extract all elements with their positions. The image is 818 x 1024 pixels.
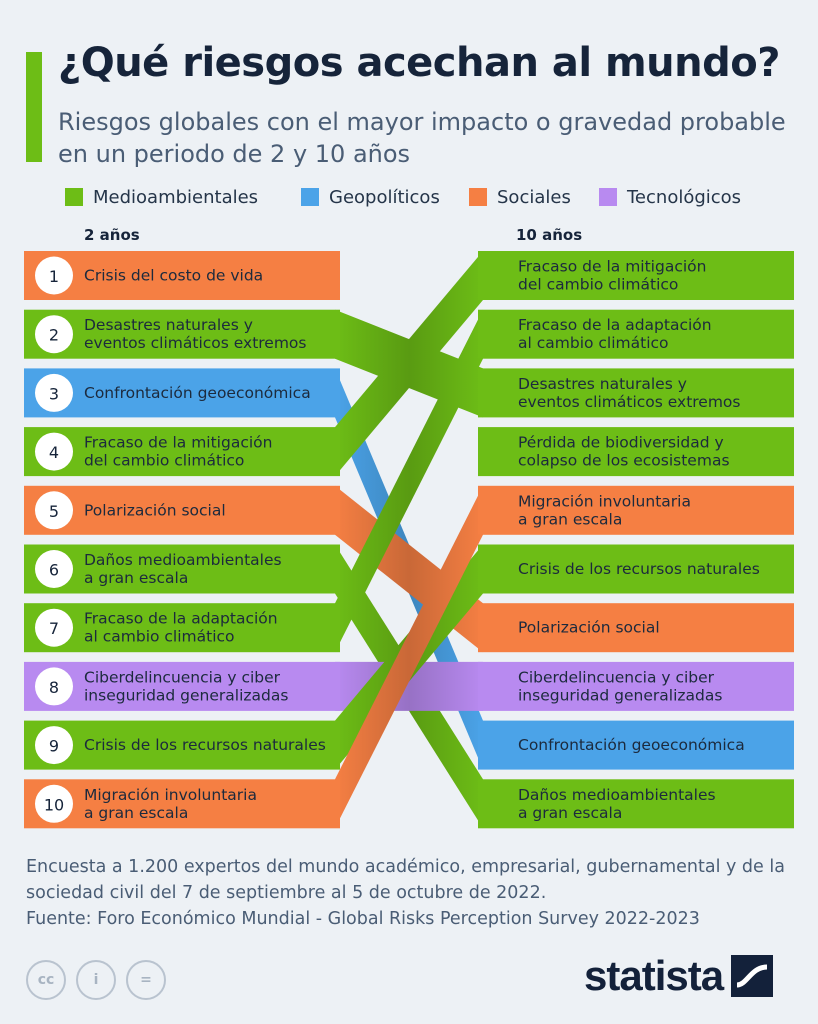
label-10y-adaptacion-line-2: al cambio climático: [518, 334, 669, 353]
label-2y-migracion-line-1: Migración involuntaria: [84, 785, 257, 804]
rank-number-2y-desastres: 2: [48, 325, 60, 345]
legend-label-geo: Geopolíticos: [329, 186, 440, 208]
label-10y-migracion-line-1: Migración involuntaria: [518, 492, 691, 511]
label-10y-ciber-line-2: inseguridad generalizadas: [518, 686, 723, 705]
label-2y-danos-line-2: a gran escala: [84, 569, 189, 587]
label-10y-mitigacion-line-1: Fracaso de la mitigación: [518, 257, 707, 276]
label-2y-recursos-line-1: Crisis de los recursos naturales: [84, 736, 326, 755]
label-2y-geoeco-line-1: Confrontación geoeconómica: [84, 383, 311, 402]
label-10y-danos-line-1: Daños medioambientales: [518, 785, 716, 804]
label-10y-geoeco-line-1: Confrontación geoeconómica: [518, 736, 745, 755]
label-2y-desastres-line-1: Desastres naturales y: [84, 316, 253, 335]
rank-number-2y-migracion: 10: [43, 795, 65, 815]
legend-label-soc: Sociales: [497, 186, 571, 208]
label-2y-polarizacion-line-1: Polarización social: [84, 501, 226, 520]
label-10y-biodiversidad-line-2: colapso de los ecosistemas: [518, 451, 730, 470]
label-2y-costo-line-1: Crisis del costo de vida: [84, 266, 264, 285]
rank-number-2y-costo: 1: [48, 267, 60, 286]
rank-number-2y-danos: 6: [48, 560, 60, 580]
label-10y-recursos-line-1: Crisis de los recursos naturales: [518, 560, 760, 578]
page-title: ¿Qué riesgos acechan al mundo?: [58, 40, 780, 86]
label-10y-desastres-line-2: eventos climáticos extremos: [518, 392, 741, 411]
column-header-2y: 2 años: [84, 226, 140, 244]
brand-wordmark: statista: [584, 952, 724, 999]
license-icons: [26, 960, 176, 1000]
statista-logo-icon: [731, 955, 773, 997]
label-10y-ciber-line-1: Ciberdelincuencia y ciber: [518, 668, 715, 687]
label-10y-danos-line-2: a gran escala: [518, 803, 623, 822]
label-10y-biodiversidad-line-1: Pérdida de biodiversidad y: [518, 433, 724, 452]
source-note: Fuente: Foro Económico Mundial - Global Risks Perception Survey 2022-2023: [26, 909, 700, 929]
label-10y-desastres-line-1: Desastres naturales y: [518, 374, 687, 393]
rank-number-2y-recursos: 9: [48, 736, 60, 756]
label-2y-mitigacion-line-1: Fracaso de la mitigación: [84, 433, 273, 452]
rank-number-2y-polarizacion: 5: [48, 501, 60, 521]
label-10y-migracion-line-2: a gran escala: [518, 510, 623, 529]
rank-number-2y-ciber: 8: [48, 677, 60, 697]
label-2y-ciber-line-2: inseguridad generalizadas: [84, 686, 289, 705]
label-10y-polarizacion-line-1: Polarización social: [518, 618, 660, 637]
label-2y-adaptacion-line-1: Fracaso de la adaptación: [84, 609, 278, 628]
label-2y-desastres-line-2: eventos climáticos extremos: [84, 334, 307, 353]
label-10y-adaptacion-line-1: Fracaso de la adaptación: [518, 316, 712, 335]
flow-bands: [335, 251, 483, 828]
survey-note: Encuesta a 1.200 expertos del mundo académico, empresarial, gubernamental y de la sociedad civil del 7 de septiembre al 5 de octubre de 2022.: [26, 857, 785, 903]
label-2y-adaptacion-line-2: al cambio climático: [84, 627, 235, 646]
label-2y-ciber-line-1: Ciberdelincuencia y ciber: [84, 668, 281, 687]
label-10y-mitigacion-line-2: del cambio climático: [518, 275, 679, 294]
statista-brand: [584, 952, 773, 1000]
rank-number-2y-mitigacion: 4: [48, 443, 60, 463]
rank-number-2y-geoeco: 3: [48, 384, 60, 404]
attribution-icon: i: [76, 960, 116, 1000]
rank-number-2y-adaptacion: 7: [48, 619, 60, 639]
label-2y-migracion-line-2: a gran escala: [84, 803, 189, 822]
label-2y-danos-line-1: Daños medioambientales: [84, 551, 282, 569]
label-2y-mitigacion-line-2: del cambio climático: [84, 451, 245, 470]
footnote: [26, 854, 806, 932]
legend-label-tec: Tecnológicos: [627, 186, 742, 208]
cc-icon: cc: [26, 960, 66, 1000]
no-derivatives-icon: =: [126, 960, 166, 1000]
column-header-10y: 10 años: [516, 226, 583, 244]
legend-label-env: Medioambientales: [93, 186, 259, 208]
page-subtitle: Riesgos globales con el mayor impacto o gravedad probable en un periodo de 2 y 10 años: [58, 108, 786, 168]
